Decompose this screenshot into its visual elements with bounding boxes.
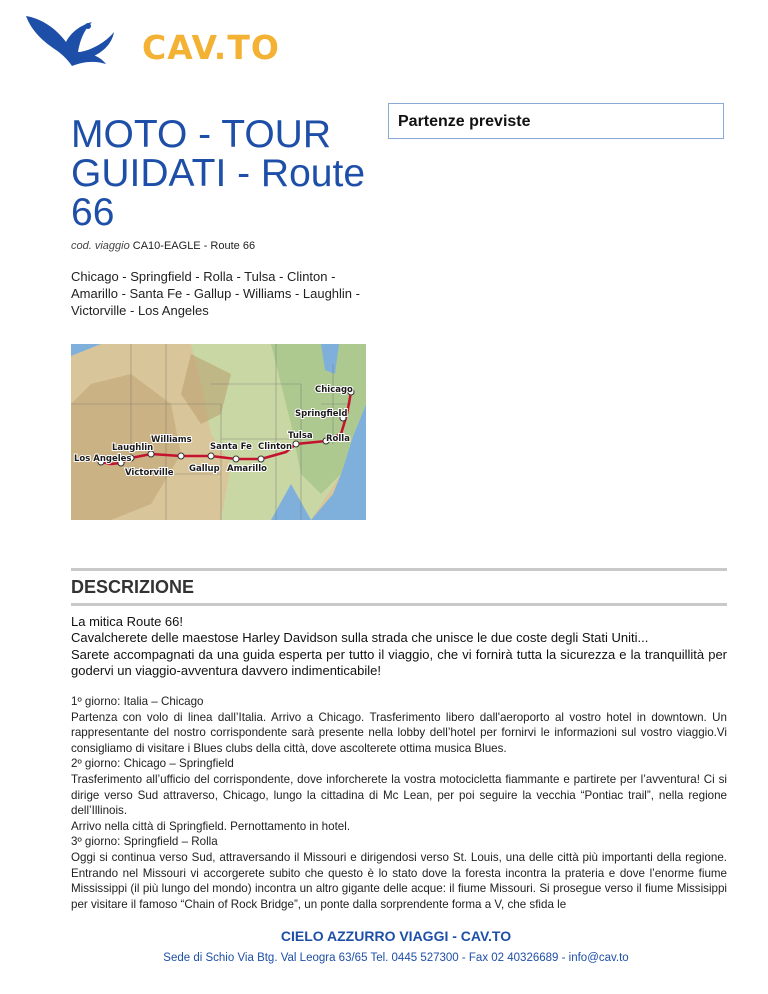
description-body [71,694,727,912]
map-label-laughlin: Laughlin [112,443,154,453]
day-heading: 2º giorno: Chicago – Springfield [71,757,234,771]
day-text: Arrivo nella città di Springfield. Pernottamento in hotel. [71,819,351,833]
day-heading: 3º giorno: Springfield – Rolla [71,835,218,849]
map-dot-amarillo [233,456,239,462]
map-label-williams: Williams [151,435,192,445]
section-divider-bottom [71,603,727,606]
eagle-icon [22,12,132,74]
map-label-springfield: Springfield [295,409,348,419]
map-label-victorville: Victorville [125,468,174,478]
logo-text: CAV.TO [142,28,280,67]
map-label-santa-fe: Santa Fe [210,442,252,452]
intro-line: Sarete accompagnati da una guida esperta per tutto il viaggio, che vi fornirà tutta la sicurezza e la tranquillità per godervi un viaggio-avventura davvero indimenticabile! [71,646,727,679]
section-divider-top [71,568,727,571]
day-heading: 1º giorno: Italia – Chicago [71,695,204,708]
trip-code-label: cod. viaggio [71,240,130,252]
map-label-chicago: Chicago [315,385,353,395]
map-dot-gallup [178,453,184,459]
description-intro [71,614,727,680]
route-map [71,344,366,520]
map-label-gallup: Gallup [189,464,220,474]
day-text: Oggi si continua verso Sud, attraversando il Missouri e dirigendosi verso St. Louis, una delle città più importanti della regione. Entrando nel Missouri vi accorgerete subito che questo è lo stato dove la foresta incontra la prateria e dove l’enorme fiume Mississippi (il più lungo del mondo) incontra un altro gigante delle acque: il fiume Missouri. Si prosegue verso il fiume Missisippi per visitare il famoso “Chain of Rock Bridge”, un ponte dalla sorprendente forma a V, che sfida le [71,850,727,911]
map-label-tulsa: Tulsa [288,431,313,441]
day-text: Partenza con volo di linea dall’Italia. Arrivo a Chicago. Trasferimento libero dall'aeroporto al vostro hotel in downtown. Un rappresentante del nostro corrispondente sarà presente nella lobby dell’hotel per fornirvi le informazioni sul vostro viaggio.Vi consigliamo di visitare i Blues clubs della città, dove ascolterete ottima musica Blues. [71,710,727,755]
map-label-los-angeles: Los Angeles [74,454,132,464]
departures-box [388,103,724,139]
intro-line: Cavalcherete delle maestose Harley Davidson sulla strada che unisce le due coste degli Stati Uniti... [71,630,649,646]
map-label-amarillo: Amarillo [227,464,267,474]
trip-code-value: CA10-EAGLE - Route 66 [132,240,256,252]
tour-title: MOTO - TOUR GUIDATI - Route 66 [71,113,366,234]
map-label-rolla: Rolla [326,434,350,444]
trip-code [71,240,255,252]
map-dot-santa-fe [208,453,214,459]
map-label-clinton: Clinton [258,442,293,452]
intro-line: La mitica Route 66! [71,614,184,629]
footer-company: CIELO AZZURRO VIAGGI - CAV.TO [280,928,512,944]
description-heading: DESCRIZIONE [71,577,195,597]
departures-label: Partenze previste [398,113,531,130]
map-dot-clinton [258,456,264,462]
brand-logo[interactable] [22,12,280,72]
map-dot-tulsa [293,441,299,447]
footer-address: Sede di Schio Via Btg. Val Leogra 63/65 Tel. 0445 527300 - Fax 02 40326689 - info@cav.to [163,952,629,964]
day-text: Trasferimento all’ufficio del corrispondente, dove inforcherete la vostra motocicletta fiammante e partirete per l’avventura! Ci si dirige verso Sud attraverso, Chicago, lungo la cittadina di Mc Lean, per poi seguire la vecchia “Pontiac trail”, nella regione dell’Illinois. [71,772,727,818]
itinerary-text: Chicago - Springfield - Rolla - Tulsa - Clinton - Amarillo - Santa Fe - Gallup - Williams - Laughlin - Victorville - Los Angeles [71,269,360,318]
